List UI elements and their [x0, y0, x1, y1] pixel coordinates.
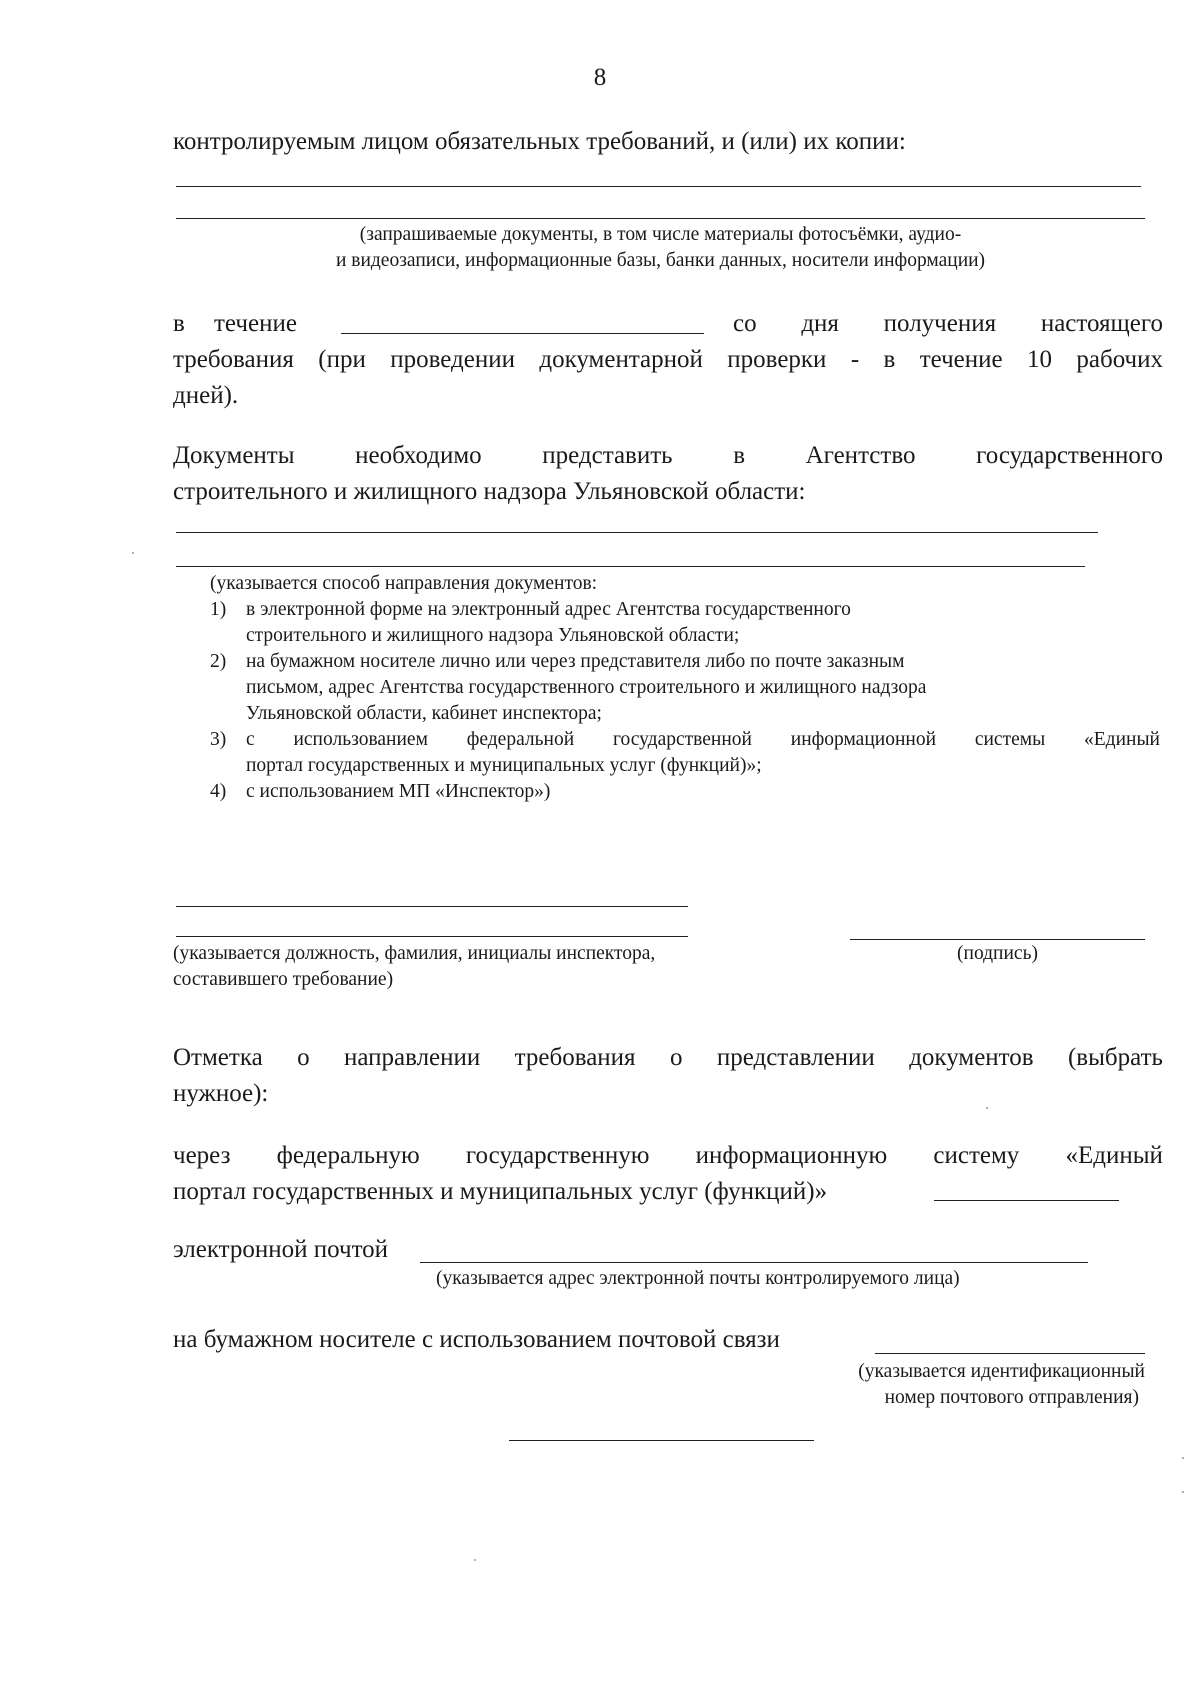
- portal-line1: через федеральную государственную информационную систему «Единый: [173, 1142, 1163, 1169]
- email-label: электронной почтой: [173, 1236, 389, 1263]
- method-caption: [210, 571, 1160, 805]
- documents-blank-line-1: [176, 186, 1141, 187]
- signature-blank-line: [850, 939, 1145, 940]
- submit-blank-line-1: [176, 532, 1098, 533]
- signature-caption: (подпись): [957, 943, 1038, 964]
- method-caption-intro: (указывается способ направления документов:: [210, 573, 598, 594]
- deadline-line2: требования (при проведении документарной проверки - в течение 10 рабочих: [173, 346, 1163, 373]
- documents-caption: (запрашиваемые документы, в том числе материалы фотосъёмки, аудио- и видеозаписи, информационные базы, банки данных, носители информации): [335, 224, 986, 271]
- scan-speck: [986, 1107, 988, 1109]
- scan-speck: [474, 1559, 476, 1561]
- submit-blank-line-2: [176, 566, 1085, 567]
- intro-line: контролируемым лицом обязательных требований, и (или) их копии:: [173, 128, 906, 155]
- deadline-paragraph: [173, 306, 1163, 414]
- deadline-line1-end: со дня получения настоящего: [733, 310, 1163, 337]
- inspector-blank-line-1: [176, 906, 688, 907]
- deadline-line3: дней).: [173, 382, 239, 409]
- deadline-word-in: в: [173, 310, 185, 337]
- deadline-blank-line: [341, 333, 704, 334]
- portal-line2: портал государственных и муниципальных услуг (функций)»: [173, 1178, 828, 1205]
- mark-line1: Отметка о направлении требования о представлении документов (выбрать: [173, 1044, 1163, 1071]
- email-blank-line: [420, 1262, 1088, 1263]
- submit-line2: строительного и жилищного надзора Ульяновской области:: [173, 478, 806, 505]
- submit-paragraph: [173, 438, 1163, 510]
- deadline-word-during: течение: [214, 310, 297, 337]
- documents-blank-line-2: [176, 218, 1145, 219]
- inspector-caption: (указывается должность, фамилия, инициалы инспектора, составившего требование): [173, 943, 656, 990]
- paper-blank-line: [875, 1353, 1145, 1354]
- method-item-2: 2) на бумажном носителе лично или через представителя либо по почте заказным письмом, адрес Агентства государственного строительного и жилищного надзора Ульяновской области, кабинет инспектора;: [210, 651, 927, 724]
- inspector-blank-line-2: [176, 936, 688, 937]
- scan-speck: [1182, 1457, 1184, 1459]
- scan-speck: [1182, 1491, 1184, 1493]
- method-item-4: 4) с использованием МП «Инспектор»): [210, 781, 551, 802]
- mark-line2: нужное):: [173, 1080, 269, 1107]
- scan-speck: [132, 552, 134, 554]
- page-number: 8: [593, 64, 607, 91]
- portal-blank-line: [934, 1200, 1119, 1201]
- closing-line: [509, 1440, 814, 1441]
- mark-paragraph: [173, 1040, 1163, 1112]
- method-item-3: 3) с использованием федеральной государственной информационной системы «Единый портал государственных и муниципальных услуг (функций)»;: [210, 729, 1160, 776]
- submit-line1: Документы необходимо представить в Агентство государственного: [173, 442, 1163, 469]
- method-item-1: 1) в электронной форме на электронный адрес Агентства государственного строительного и жилищного надзора Ульяновской области;: [210, 599, 851, 646]
- paper-label: на бумажном носителе с использованием почтовой связи: [173, 1326, 780, 1353]
- email-caption: (указывается адрес электронной почты контролируемого лица): [436, 1268, 960, 1289]
- paper-caption: (указывается идентификационный номер почтового отправления): [858, 1361, 1145, 1408]
